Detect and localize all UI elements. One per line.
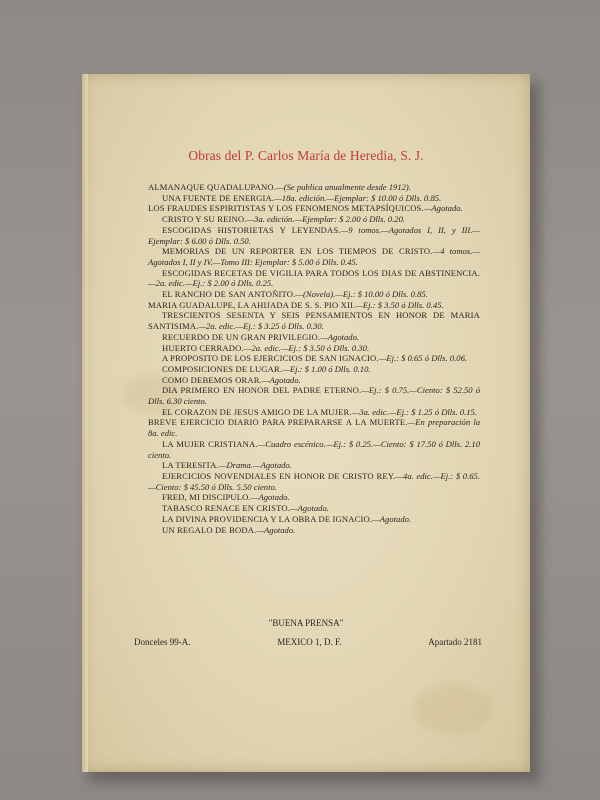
- work-entry: [148, 300, 480, 311]
- work-title: HUERTO CERRADO.: [162, 342, 244, 353]
- work-details: —Agotado.: [261, 374, 301, 385]
- work-entry: [148, 439, 480, 460]
- work-title: LA TERESITA.: [162, 460, 219, 471]
- work-entry: [148, 353, 480, 364]
- work-title: TABASCO RENACE EN CRISTO.: [162, 503, 291, 514]
- book-back-cover: [82, 74, 530, 772]
- work-details: —(Novela).—Ej.: $ 10.00 ó Dlls. 0.85.: [295, 289, 428, 300]
- work-entry: [148, 407, 480, 418]
- author-works-heading: Obras del P. Carlos María de Heredia, S. J.: [188, 148, 424, 163]
- work-title: MARIA GUADALUPE, LA AHIJADA DE S. S. PIO XII.: [148, 299, 356, 310]
- work-details: —(Se publica anualmente desde 1912).: [276, 182, 411, 192]
- work-title: LA MUJER CRISTIANA.: [162, 438, 258, 449]
- work-details: —9 tomos.—Agotados I, II, y III.—Ejemplar: $ 6.00 ó Dlls. 0.50.: [148, 224, 480, 246]
- work-title: MEMORIAS DE UN REPORTER EN LOS TIEMPOS DE CRISTO.: [162, 246, 433, 257]
- work-title: TRESCIENTOS SESENTA Y SEIS PENSAMIENTOS EN HONOR DE MARIA SANTISIMA.: [148, 310, 480, 332]
- work-title: EJERCICIOS NOVENDIALES EN HONOR DE CRISTO REY.: [162, 470, 396, 481]
- work-title: RECUERDO DE UN GRAN PRIVILEGIO.: [162, 331, 321, 342]
- work-title: EL RANCHO DE SAN ANTOÑITO.: [162, 289, 296, 300]
- work-details: —Ej.: $ 0.75.—Ciento: $ 52.50 ó Dlls. 6.30 ciento.: [148, 385, 480, 407]
- work-entry: [148, 492, 480, 503]
- work-entry: [148, 471, 480, 492]
- street-address: Donceles 99-A.: [134, 637, 191, 647]
- city: MEXICO 1, D. F.: [277, 637, 342, 647]
- work-entry: [148, 225, 480, 246]
- work-details: —18a. edición.—Ejemplar: $ 10.00 ó Dlls. 0.85.: [274, 192, 442, 203]
- work-title: LA DIVINA PROVIDENCIA Y LA OBRA DE IGNACIO.: [162, 513, 373, 524]
- po-box: Apartado 2181: [428, 637, 482, 647]
- work-details: —Agotado.: [372, 513, 412, 524]
- work-details: —2a. edic.—Ej.: $ 2.00 ó Dlls. 0.25.: [148, 278, 274, 289]
- work-title: EL CORAZON DE JESUS AMIGO DE LA MUJER.: [162, 406, 352, 417]
- work-details: —Ej.: $ 1.00 ó Dlls. 0.10.: [282, 363, 371, 374]
- work-entry: [148, 343, 480, 354]
- work-entry: [148, 417, 480, 438]
- work-entry: [148, 246, 480, 267]
- work-details: —Agotado.: [320, 331, 360, 342]
- cover-edge: [82, 74, 88, 772]
- work-title: UN REGALO DE BODA.: [162, 524, 257, 535]
- work-entry: [148, 385, 480, 406]
- work-details: —Ej.: $ 0.65 ó Dlls. 0.06.: [378, 353, 468, 364]
- work-details: —3a. edic.—Ej.: $ 1.25 ó Dlls. 0.15.: [351, 406, 478, 417]
- work-title: ALMANAQUE QUADALUPANO.: [148, 182, 277, 192]
- work-details: —4 tomos.—Agotados I, II y IV.—Tomo III: Ejemplar: $ 5.00 ó Dlls. 0.45.: [148, 246, 480, 267]
- work-entry: [148, 525, 480, 536]
- work-title: LOS FRAUDES ESPIRITISTAS Y LOS FENOMENOS METAPSÍQUICOS.: [148, 203, 424, 214]
- work-details: —Ej.: $ 3.50 ó Dlls. 0.45.: [355, 299, 444, 310]
- work-title: ESCOGIDAS HISTORIETAS Y LEYENDAS.: [162, 224, 341, 235]
- work-entry: [148, 289, 480, 300]
- work-details: —2a. edic.—Ej.: $ 3.50 ó Dlls. 0.30.: [243, 342, 370, 353]
- work-details: —3a. edición.—Ejemplar: $ 2.00 ó Dlls. 0.20.: [246, 214, 406, 225]
- work-title: COMPOSICIONES DE LUGAR.: [162, 363, 283, 374]
- work-entry: [148, 460, 480, 471]
- work-title: ESCOGIDAS RECETAS DE VIGILIA PARA TODOS LOS DIAS DE ABSTINENCIA.: [162, 267, 480, 278]
- paper-stain: [412, 684, 492, 734]
- work-entry: [148, 182, 480, 193]
- work-entry: [148, 503, 480, 514]
- work-details: —Agotado.: [250, 492, 290, 503]
- work-details: —4a. edic.—Ej.: $ 0.65.—Ciento: $ 45.50 ó Dlls. 5.50 ciento.: [148, 470, 480, 492]
- works-list: [148, 182, 480, 535]
- work-entry: [148, 310, 480, 331]
- work-entry: [148, 514, 480, 525]
- work-entry: [148, 332, 480, 343]
- work-entry: [148, 193, 480, 204]
- work-entry: [148, 268, 480, 289]
- work-details: —Agotado.: [256, 524, 296, 535]
- work-title: A PROPOSITO DE LOS EJERCICIOS DE SAN IGNACIO.: [162, 353, 379, 364]
- work-entry: [148, 375, 480, 386]
- work-details: —Agotado.: [423, 203, 463, 214]
- work-details: —En preparación la 8a. edic.: [148, 417, 480, 439]
- work-details: —2a. edic.—Ej.: $ 3.25 ó Dlls. 0.30.: [198, 321, 324, 332]
- work-details: —Cuadro escénico.—Ej.: $ 0.25.—Ciento: $ 17.50 ó Dlls. 2.10 ciento.: [148, 438, 480, 460]
- work-title: FRED, MI DISCIPULO.: [162, 492, 251, 503]
- work-title: UNA FUENTE DE ENERGIA.: [162, 192, 275, 203]
- publisher-address: [134, 637, 482, 647]
- work-entry: [148, 214, 480, 225]
- work-details: —Drama.—Agotado.: [218, 460, 292, 471]
- work-entry: [148, 203, 480, 214]
- work-title: COMO DEBEMOS ORAR.: [162, 374, 262, 385]
- work-title: DIA PRIMERO EN HONOR DEL PADRE ETERNO.: [162, 385, 362, 396]
- work-entry: [148, 364, 480, 375]
- work-details: —Agotado.: [290, 503, 329, 514]
- work-title: CRISTO Y SU REINO.: [162, 214, 247, 225]
- work-title: BREVE EJERCICIO DIARIO PARA PREPARARSE A LA MUERTE.: [148, 417, 408, 428]
- publisher-name: "BUENA PRENSA": [268, 618, 344, 628]
